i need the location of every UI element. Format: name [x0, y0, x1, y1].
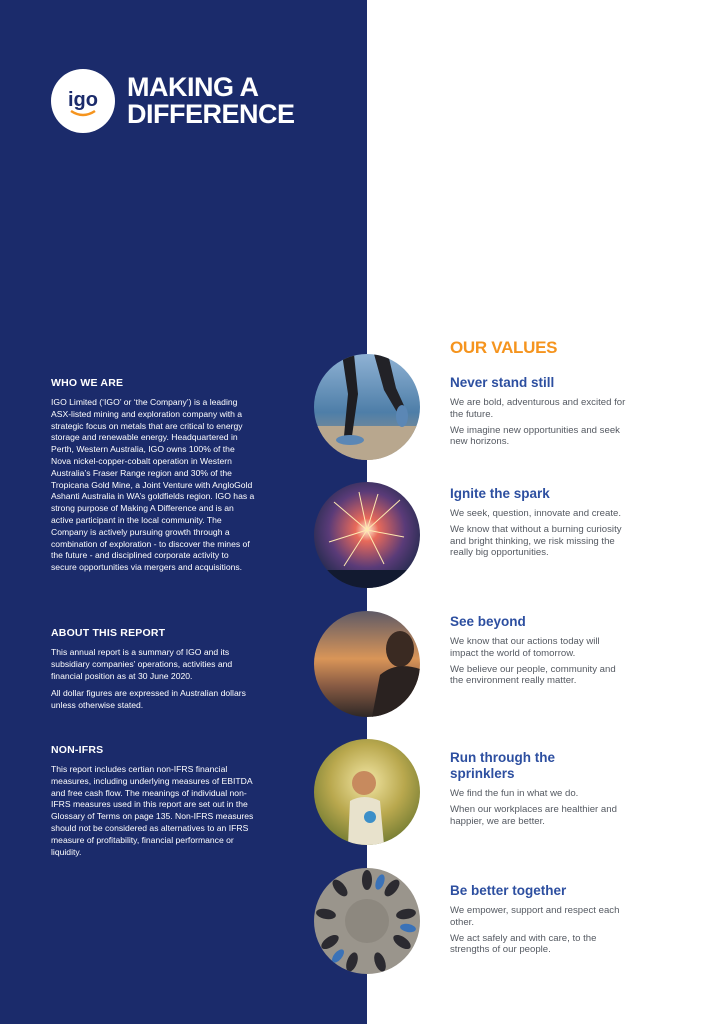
non-ifrs-section [51, 744, 256, 864]
non-ifrs-heading: NON-IFRS [51, 744, 104, 756]
about-report-section [51, 627, 256, 718]
value-para2: We believe our people, community and the environment really matter. [450, 663, 616, 687]
about-report-heading: ABOUT THIS REPORT [51, 627, 166, 639]
runner-photo [314, 354, 420, 460]
our-values-heading: OUR VALUES [450, 338, 558, 357]
about-report-para1: This annual report is a summary of IGO and its subsidiary companies’ operations, activities and financial position as at 30 June 2020. [51, 647, 233, 681]
igo-logo-mark [59, 81, 107, 121]
value-title: Run through the sprinklers [450, 750, 555, 781]
value-see-beyond [450, 614, 690, 691]
value-ignite-the-spark [450, 486, 690, 563]
svg-text:igo: igo [68, 89, 98, 111]
value-para2: We imagine new opportunities and seek new horizons. [450, 424, 620, 448]
brand-title-line1: MAKING A [127, 72, 259, 102]
value-title: See beyond [450, 614, 526, 629]
value-para2: We act safely and with care, to the strengths of our people. [450, 932, 597, 956]
value-para1: We know that our actions today will impact the world of tomorrow. [450, 636, 600, 659]
value-title: Be better together [450, 883, 567, 898]
igo-logo [51, 69, 115, 133]
feet-circle-photo [314, 868, 420, 974]
sunset-photo [314, 611, 420, 717]
value-never-stand-still [450, 375, 690, 452]
sparkler-photo [314, 482, 420, 588]
value-para1: We empower, support and respect each other. [450, 905, 620, 928]
value-para2: We know that without a burning curiosity and bright thinking, we risk missing the really big opportunities. [450, 523, 622, 559]
value-para2: When our workplaces are healthier and happier, we are better. [450, 803, 617, 827]
brand-title [127, 74, 295, 128]
value-para1: We seek, question, innovate and create. [450, 508, 622, 519]
value-run-through-the-sprinklers [450, 750, 690, 831]
brand-title-line2: DIFFERENCE [127, 99, 295, 129]
non-ifrs-body: This report includes certian non-IFRS financial measures, including underlying measures of EBITDA and free cash flow. The meanings of individual non-IFRS measures used in this report are set out in the Glossary of Terms on page 135. Non-IFRS measures should not be considered as alternatives to an IFRS measure of profitability, financial performance or liquidity. [51, 764, 254, 857]
who-we-are-heading: WHO WE ARE [51, 377, 124, 389]
who-we-are-body: IGO Limited (‘IGO’ or ‘the Company’) is a leading ASX-listed mining and exploration company with a strategic focus on metals that are critical to energy storage and renewable energy. Headquartered in Perth, Western Australia, IGO owns 100% of the Nova nickel-copper-cobalt operation in Western Australia’s Fraser Range region and 30% of the Tropicana Gold Mine, a Joint Venture with AngloGold Ashanti Australia in WA’s goldfields region. IGO has a strong purpose of Making A Difference and is an active participant in the local community. The Company is actively pursuing growth through a combination of exploration - to discover the mines of the future - and disciplined corporate activity to secure opportunities via mergers and acquisitions. [51, 397, 255, 573]
sprinkler-child-photo [314, 739, 420, 845]
about-report-para2: All dollar figures are expressed in Australian dollars unless otherwise stated. [51, 688, 246, 711]
who-we-are-section [51, 377, 256, 580]
value-be-better-together [450, 883, 690, 960]
value-title: Ignite the spark [450, 486, 550, 501]
value-title: Never stand still [450, 375, 555, 390]
value-para1: We are bold, adventurous and excited for the future. [450, 397, 626, 420]
value-para1: We find the fun in what we do. [450, 788, 579, 799]
